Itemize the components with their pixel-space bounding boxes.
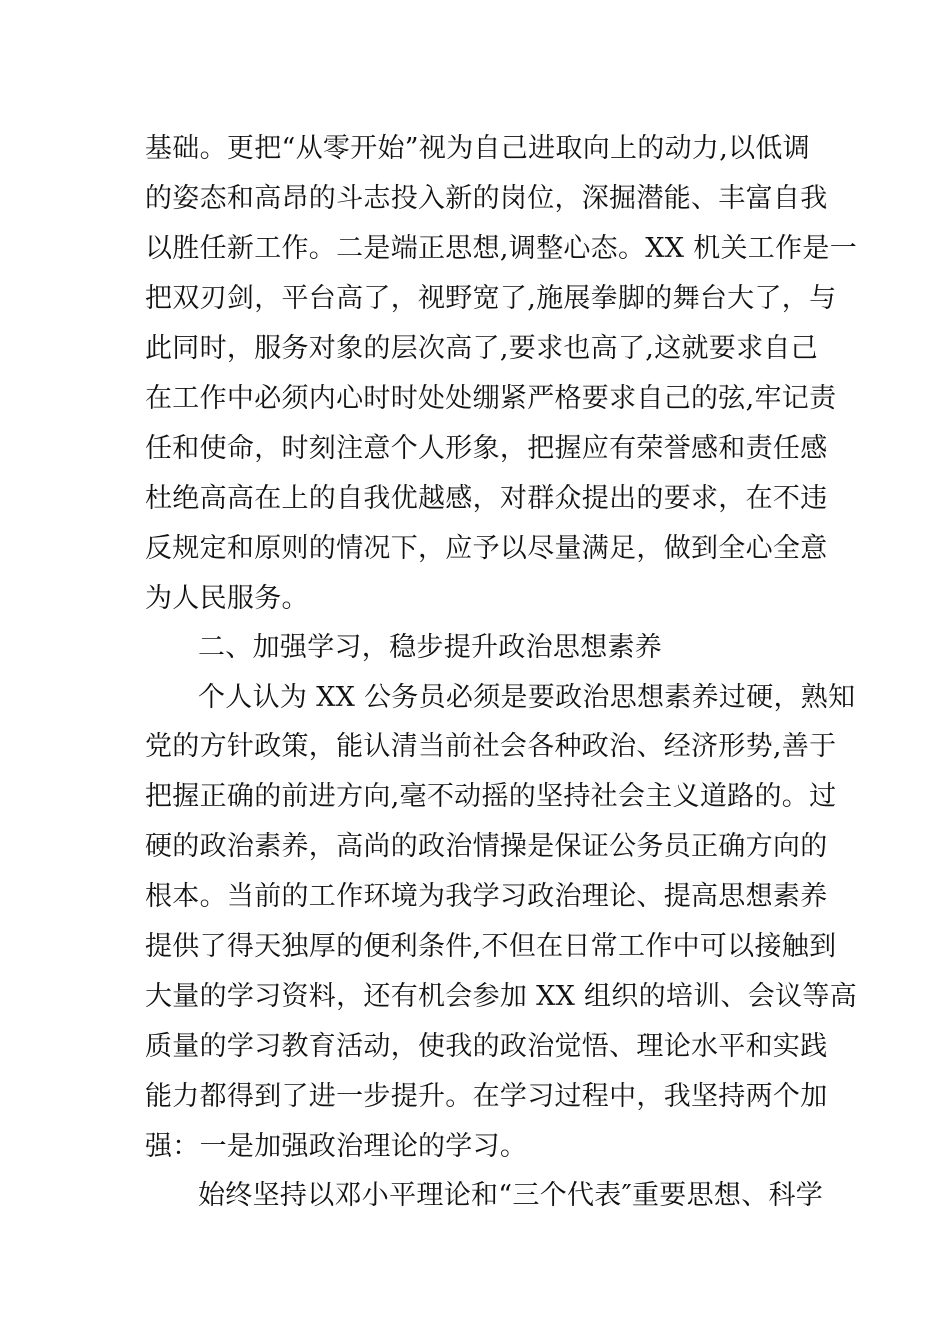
text-line: 大量的学习资料，还有机会参加 XX 组织的培训、会议等高 (145, 981, 858, 1012)
text-line: 把握正确的前进方向,毫不动摇的坚持社会主义道路的。过 (145, 781, 837, 812)
text-line: 把双刃剑，平台高了，视野宽了,施展拳脚的舞台大了，与 (145, 283, 837, 314)
text-line: 在工作中必须内心时时处处绷紧严格要求自己的弦,牢记责 (145, 383, 837, 414)
section-heading: 二、加强学习，稳步提升政治思想素养 (198, 632, 663, 663)
text-line: 质量的学习教育活动，使我的政治觉悟、理论水平和实践 (145, 1031, 828, 1062)
text-line: 任和使命，时刻注意个人形象，把握应有荣誉感和责任感 (145, 433, 828, 464)
text-line: 个人认为 XX 公务员必须是要政治思想素养过硬，熟知 (198, 682, 856, 713)
text-line: 根本。当前的工作环境为我学习政治理论、提高思想素养 (145, 881, 828, 912)
text-line: 始终坚持以邓小平理论和“三个代表″重要思想、科学 (198, 1180, 824, 1211)
text-line: 此同时，服务对象的层次高了,要求也高了,这就要求自己 (145, 333, 818, 364)
text-line: 杜绝高高在上的自我优越感，对群众提出的要求，在不违 (145, 483, 828, 514)
text-line: 为人民服务。 (145, 583, 309, 614)
text-line: 硬的政治素养，高尚的政治情操是保证公务员正确方向的 (145, 831, 828, 862)
text-line: 党的方针政策，能认清当前社会各种政治、经济形势,善于 (145, 731, 837, 762)
text-line: 基础。更把“从零开始”视为自己进取向上的动力,以低调 (145, 133, 810, 164)
text-line: 强：一是加强政治理论的学习。 (145, 1131, 528, 1162)
text-line: 的姿态和高昂的斗志投入新的岗位，深掘潜能、丰富自我 (145, 183, 828, 214)
text-line: 能力都得到了进一步提升。在学习过程中，我坚持两个加 (145, 1081, 828, 1112)
text-line: 反规定和原则的情况下，应予以尽量满足，做到全心全意 (145, 533, 828, 564)
text-line: 提供了得天独厚的便利条件,不但在日常工作中可以接触到 (145, 931, 837, 962)
text-line: 以胜任新工作。二是端正思想,调整心态。XX 机关工作是一 (145, 233, 858, 264)
